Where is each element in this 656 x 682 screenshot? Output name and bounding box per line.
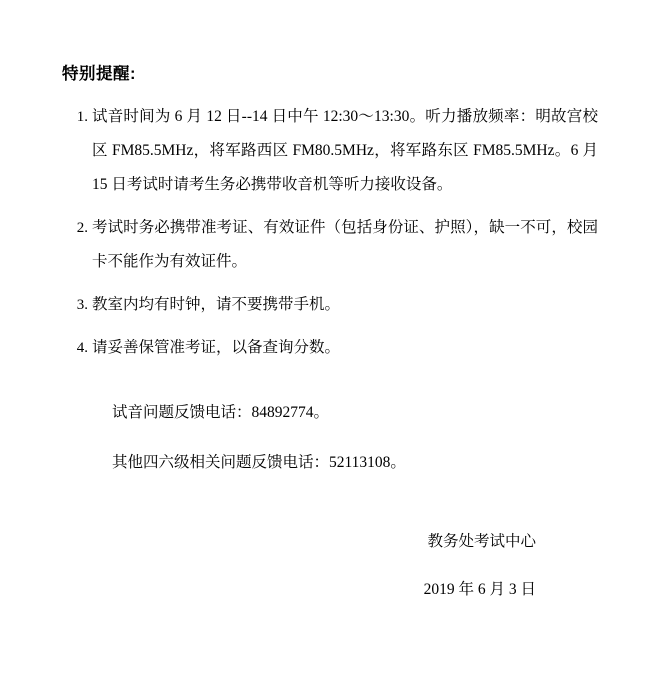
notice-list	[58, 100, 598, 365]
list-item-marker: 1.	[76, 109, 88, 125]
contact-line-cet: 其他四六级相关问题反馈电话：52113108。	[112, 454, 406, 471]
signature-block	[58, 529, 598, 603]
list-item-marker: 2.	[76, 220, 88, 236]
contact-block	[58, 399, 598, 477]
list-item	[58, 288, 598, 322]
list-item-text: 教室内均有时钟，请不要携带手机。	[92, 296, 341, 313]
list-item-text: 试音时间为 6 月 12 日--14 日中午 12:30～13:30。听力播放频率：明故宫校区 FM85.5MHz，将军路西区 FM80.5MHz，将军路东区 FM85.5MHz。6 月 15 日考试时请考生务必携带收音机等听力接收设备。	[92, 108, 598, 193]
signature-office: 教务处考试中心	[427, 533, 536, 550]
signature-date: 2019 年 6 月 3 日	[423, 581, 536, 598]
list-item	[58, 331, 598, 365]
list-item-text: 请妥善保管准考证，以备查询分数。	[92, 339, 341, 356]
list-item	[58, 100, 598, 202]
list-item-text: 考试时务必携带准考证、有效证件（包括身份证、护照），缺一不可，校园卡不能作为有效证件。	[92, 219, 598, 270]
list-item-marker: 3.	[76, 297, 88, 313]
list-item-marker: 4.	[76, 340, 88, 356]
list-item	[58, 211, 598, 279]
page-title: 特别提醒:	[62, 65, 136, 83]
contact-line-audio-test: 试音问题反馈电话：84892774。	[112, 404, 330, 421]
